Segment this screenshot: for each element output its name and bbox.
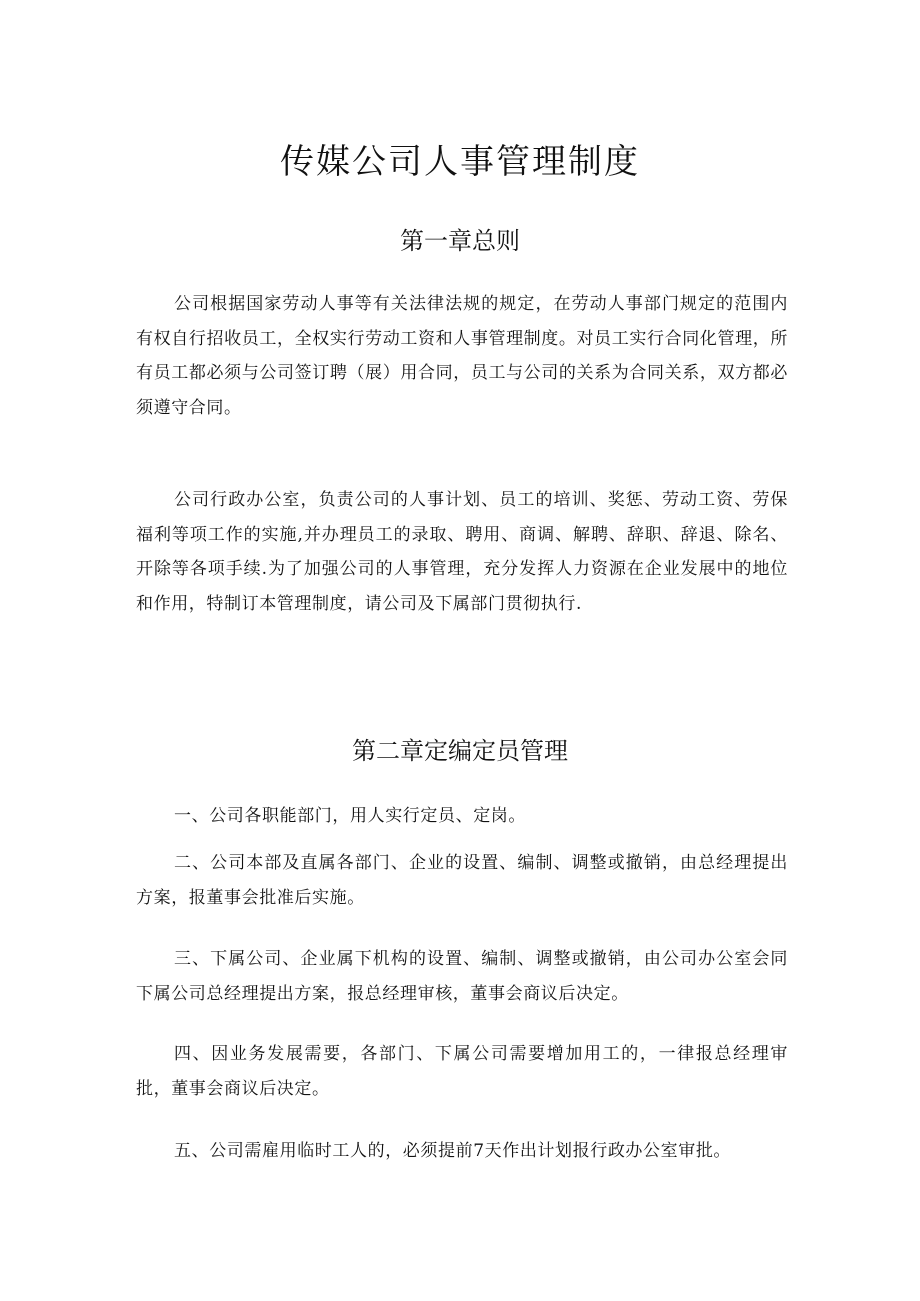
chapter-1-paragraph: 公司行政办公室，负责公司的人事计划、员工的培训、奖惩、劳动工资、劳保福利等项工作的实施,并办理员工的录取、聘用、商调、解聘、辞职、辞退、除名、开除等各项手续.为了加强公司的人事管理，充分发挥人力资源在企业发展中的地位和作用，特制订本管理制度，请公司及下属部门贯彻执行.: [136, 490, 788, 614]
chapter-1-paragraph: 公司根据国家劳动人事等有关法律法规的规定，在劳动人事部门规定的范围内有权自行招收员工，全权实行劳动工资和人事管理制度。对员工实行合同化管理，所有员工都必须与公司签订聘（展）用合同，员工与公司的关系为合同关系，双方都必须遵守合同。: [136, 294, 788, 418]
chapter-2-item: 一、公司各职能部门，用人实行定员、定岗。: [174, 806, 526, 826]
chapter-2-item: 二、公司本部及直属各部门、企业的设置、编制、调整或撤销，由总经理提出方案，报董事会批准后实施。: [136, 853, 788, 908]
chapter-2-item: 四、因业务发展需要，各部门、下属公司需要增加用工的，一律报总经理审批，董事会商议后决定。: [136, 1044, 788, 1099]
chapter-2-item: 三、下属公司、企业属下机构的设置、编制、调整或撤销，由公司办公室会同下属公司总经理提出方案，报总经理审核，董事会商议后决定。: [136, 949, 788, 1004]
chapter-1-heading: 第一章总则: [400, 227, 520, 255]
chapter-2-item: 五、公司需雇用临时工人的，必须提前7天作出计划报行政办公室审批。: [174, 1141, 732, 1161]
chapter-2-heading: 第二章定编定员管理: [352, 737, 568, 765]
document-title: 传媒公司人事管理制度: [280, 142, 640, 182]
